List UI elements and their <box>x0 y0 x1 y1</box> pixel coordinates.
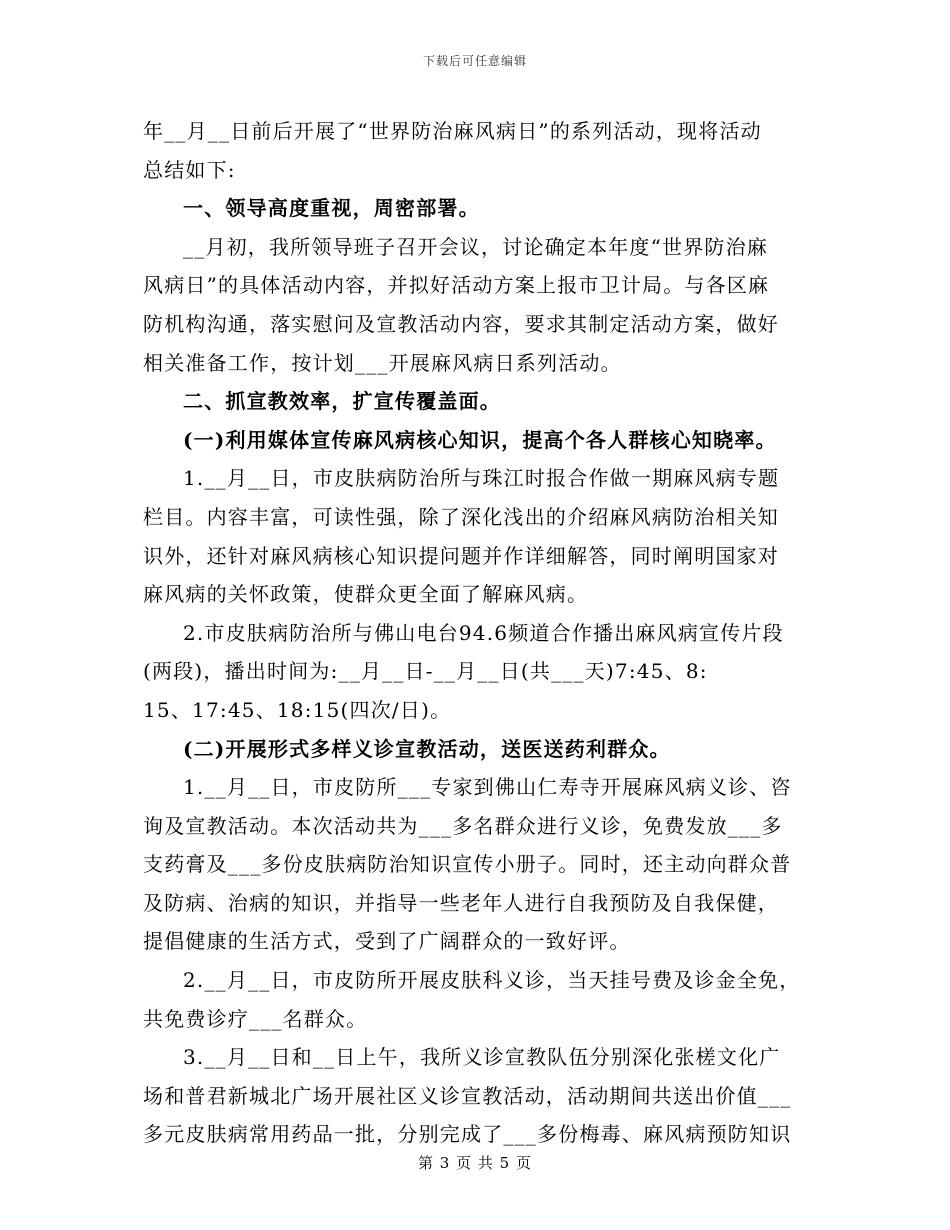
text-line: 多元皮肤病常用药品一批，分别完成了___多份梅毒、麻风病预防知识 <box>143 1122 792 1147</box>
text-line: 一、领导高度重视，周密部署。 <box>183 196 480 221</box>
header-note: 下载后可任意编辑 <box>422 54 527 68</box>
text-line: 1.__月__日，市皮肤病防治所与珠江时报合作做一期麻风病专题 <box>183 466 780 491</box>
section-heading <box>143 189 807 228</box>
text-line: 识外，还针对麻风病核心知识提问题并作详细解答，同时阐明国家对 <box>143 543 779 568</box>
text-line: 支药膏及___多份皮肤病防治知识宣传小册子。同时，还主动向群众普 <box>143 852 792 877</box>
text-line: 提倡健康的生活方式，受到了广阔群众的一致好评。 <box>143 929 631 954</box>
text-line: __月初，我所领导班子召开会议，讨论确定本年度“世界防治麻 <box>183 234 769 259</box>
text-line: 麻风病的关怀政策，使群众更全面了解麻风病。 <box>143 582 589 607</box>
section-heading <box>143 421 807 460</box>
text-line: 2.__月__日，市皮防所开展皮肤科义诊，当天挂号费及诊金全免， <box>183 968 801 993</box>
text-line: 栏目。内容丰富，可读性强，除了深化浅出的介绍麻风病防治相关知 <box>143 504 779 529</box>
text-line: (二)开展形式多样义诊宣教活动，送医送药利群众。 <box>183 736 671 761</box>
text-line: 二、抓宣教效率，扩宣传覆盖面。 <box>183 389 501 414</box>
body-paragraph <box>143 228 807 382</box>
text-line: 共免费诊疗___名群众。 <box>143 1006 368 1031</box>
text-line: 年__月__日前后开展了“世界防治麻风病日”的系列活动，现将活动 <box>143 119 762 143</box>
document-body <box>143 112 807 1154</box>
body-paragraph <box>143 1038 807 1154</box>
body-paragraph <box>143 112 807 189</box>
text-line: 15、17:45、18:15(四次/日)。 <box>143 697 452 722</box>
section-heading <box>143 382 807 421</box>
section-heading <box>143 730 807 769</box>
text-line: 风病日”的具体活动内容，并拟好活动方案上报市卫计局。与各区麻 <box>143 273 770 298</box>
body-paragraph <box>143 961 807 1038</box>
text-line: 场和普君新城北广场开展社区义诊宣教活动，活动期间共送出价值___ <box>143 1083 792 1108</box>
text-line: 2.市皮肤病防治所与佛山电台94.6频道合作播出麻风病宣传片段 <box>183 620 784 645</box>
text-line: 1.__月__日，市皮防所___专家到佛山仁寿寺开展麻风病义诊、咨 <box>183 775 792 800</box>
text-line: (两段)，播出时间为:__月__日-__月__日(共___天)7:45、8: <box>143 659 708 684</box>
text-line: 总结如下: <box>143 157 236 182</box>
text-line: 及防病、治病的知识，并指导一些老年人进行自我预防及自我保健， <box>143 890 779 915</box>
page-number: 第 3 页 共 5 页 <box>418 1154 532 1172</box>
body-paragraph <box>143 768 807 961</box>
body-paragraph <box>143 614 807 730</box>
text-line: 防机构沟通，落实慰问及宣教活动内容，要求其制定活动方案，做好 <box>143 311 779 336</box>
text-line: 相关准备工作，按计划___开展麻风病日系列活动。 <box>143 350 622 375</box>
text-line: 3.__月__日和__日上午，我所义诊宣教队伍分别深化张槎文化广 <box>183 1045 781 1070</box>
body-paragraph <box>143 459 807 613</box>
text-line: 询及宣教活动。本次活动共为___多名群众进行义诊，免费发放___多 <box>143 813 783 838</box>
text-line: (一)利用媒体宣传麻风病核心知识，提高个各人群核心知晓率。 <box>183 427 777 452</box>
